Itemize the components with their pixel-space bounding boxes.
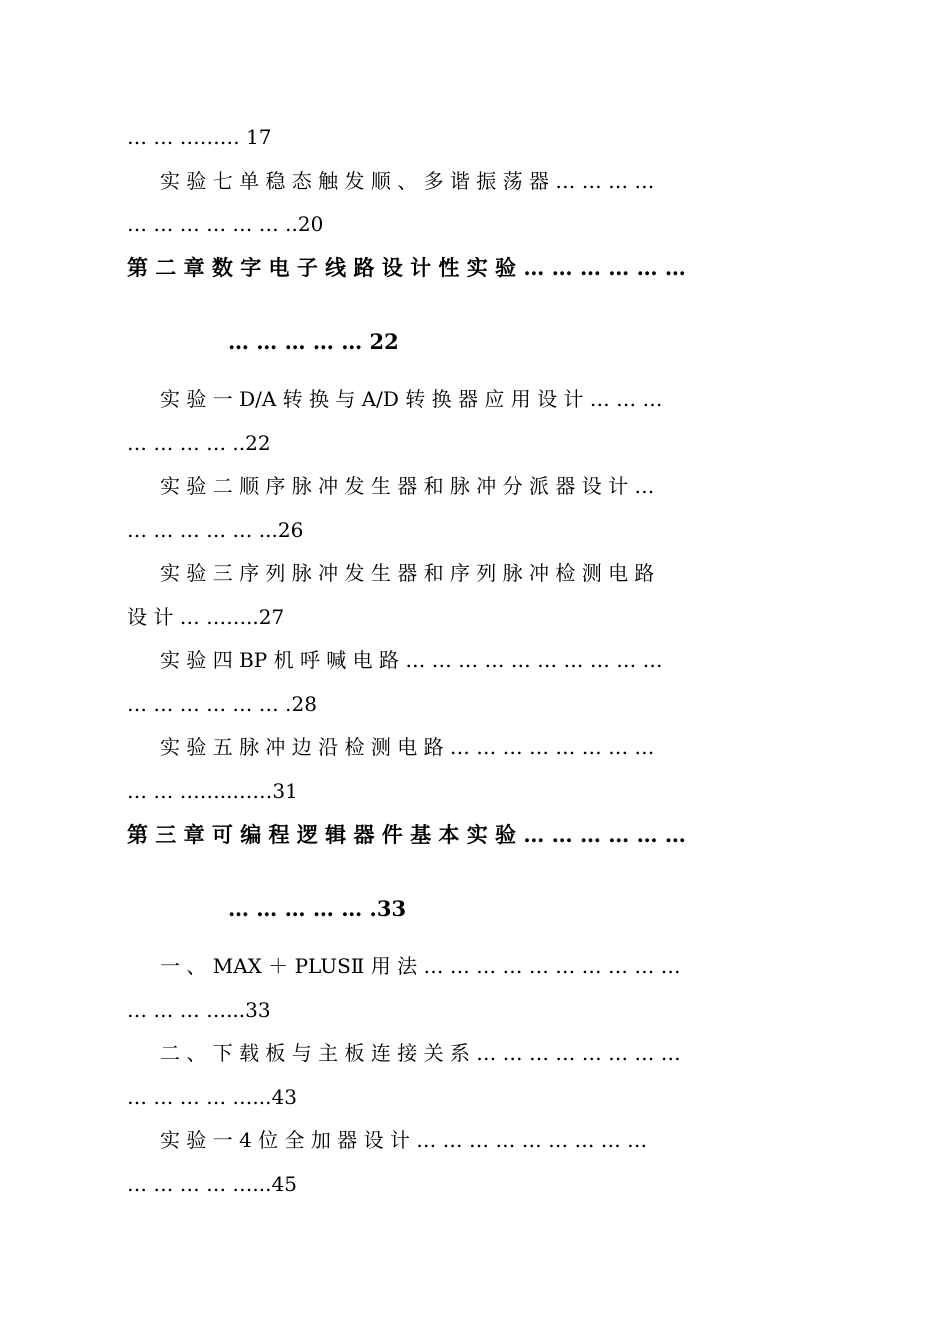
toc-page-number: 设 计 … ……..27 [127, 605, 285, 629]
toc-page-number: … … … … ..22 [127, 431, 271, 455]
toc-page-number: … … … … …...43 [127, 1085, 297, 1109]
toc-continuation-line [127, 124, 950, 150]
toc-entry-title: 实 验 四 BP 机 呼 喊 电 路 … … … … … … … … … … [160, 648, 663, 672]
toc-entry-page-line [127, 778, 950, 804]
toc-entry-experiment-2[interactable] [160, 473, 950, 499]
toc-entry-title: 实 验 三 序 列 脉 冲 发 生 器 和 序 列 脉 冲 检 测 电 路 [160, 561, 655, 585]
toc-entry-page-line [127, 1084, 950, 1110]
chapter-title: 第 三 章 可 编 程 逻 辑 器 件 基 本 实 验 … … … … … … [127, 822, 686, 847]
toc-entry-experiment-1-adder[interactable] [160, 1127, 950, 1153]
toc-entry-page-line [127, 430, 950, 456]
toc-entry-experiment-3[interactable] [160, 560, 950, 586]
chapter-page-number: … … … … … .33 [228, 896, 407, 921]
toc-entry-page-line [127, 1171, 950, 1197]
toc-entry-section-1[interactable] [160, 953, 950, 979]
chapter-title: 第 二 章 数 字 电 子 线 路 设 计 性 实 验 … … … … … … [127, 255, 686, 280]
toc-page-number: … … … … … … ..20 [127, 212, 324, 236]
toc-entry-page-line [127, 517, 950, 543]
toc-entry-section-2[interactable] [160, 1040, 950, 1066]
toc-entry-page-line [127, 604, 950, 630]
toc-page-number: … … … …...33 [127, 998, 271, 1022]
toc-chapter-2[interactable] [127, 255, 950, 281]
toc-entry-experiment-4[interactable] [160, 647, 950, 673]
toc-page-number: … … … … … … .28 [127, 692, 317, 716]
chapter-page-number: … … … … … 22 [228, 329, 399, 354]
toc-entry-title: 实 验 七 单 稳 态 触 发 顺 、 多 谐 振 荡 器 … … … … [160, 169, 655, 193]
toc-entry-title: 一 、 MAX ＋ PLUSⅡ 用 法 … … … … … … … … … … [160, 954, 681, 978]
toc-text: … … ……… 17 [127, 125, 272, 149]
toc-entry-title: 实 验 一 4 位 全 加 器 设 计 … … … … … … … … … [160, 1128, 648, 1152]
toc-entry-page-line [127, 211, 950, 237]
toc-entry-title: 二 、 下 载 板 与 主 板 连 接 关 系 … … … … … … … … [160, 1041, 681, 1065]
toc-entry-title: 实 验 二 顺 序 脉 冲 发 生 器 和 脉 冲 分 派 器 设 计 … [160, 474, 655, 498]
toc-entry-experiment-1[interactable] [160, 386, 950, 412]
toc-page-number: … … … … … ...26 [127, 518, 304, 542]
toc-entry-experiment-5[interactable] [160, 734, 950, 760]
toc-entry-title: 实 验 五 脉 冲 边 沿 检 测 电 路 … … … … … … … … [160, 735, 655, 759]
toc-entry-title: 实 验 一 D/A 转 换 与 A/D 转 换 器 应 用 设 计 … … … [160, 387, 663, 411]
toc-entry-page-line [127, 691, 950, 717]
toc-entry-experiment-7[interactable] [160, 168, 950, 194]
toc-chapter-3-page-line [228, 896, 950, 922]
toc-page-number: … … … … …...45 [127, 1172, 297, 1196]
toc-chapter-3[interactable] [127, 822, 950, 848]
toc-entry-page-line [127, 997, 950, 1023]
toc-chapter-2-page-line [228, 329, 950, 355]
toc-page-number: … … ……..……31 [127, 779, 298, 803]
